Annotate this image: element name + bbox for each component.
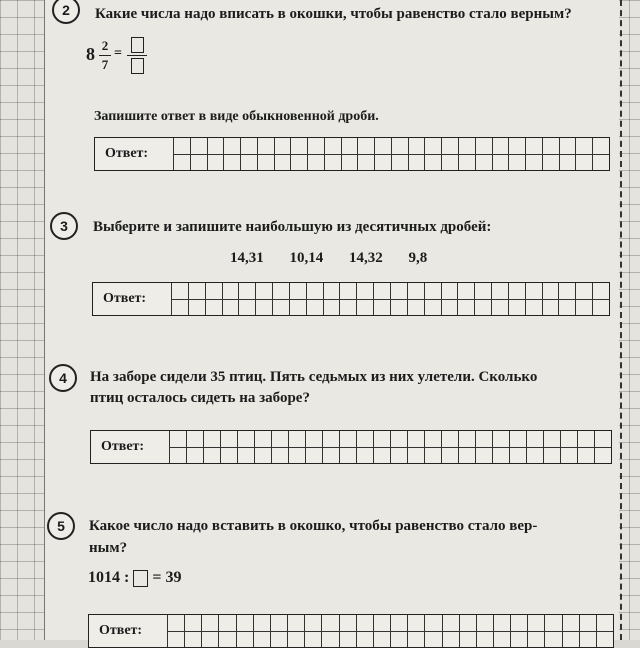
mixed-whole: 8 <box>86 44 95 64</box>
decimal-item: 14,32 <box>349 250 383 266</box>
question-4-line1: На заборе сидели 35 птиц. Пять седьмых из них улетели. Сколько <box>90 369 538 385</box>
decimal-item: 9,8 <box>408 250 428 266</box>
missing-number-box[interactable] <box>133 570 148 587</box>
answer-label: Ответ: <box>105 146 149 161</box>
numerator-box[interactable] <box>131 37 144 53</box>
equals-sign: = <box>114 46 122 61</box>
decimal-item: 14,31 <box>230 250 264 266</box>
question-4-line2: птиц осталось сидеть на заборе? <box>90 390 310 406</box>
denominator-box[interactable] <box>131 58 144 74</box>
worksheet-page <box>44 0 619 640</box>
question-number-2: 2 <box>52 0 80 24</box>
division-equation <box>88 569 181 587</box>
decimal-list <box>230 250 449 267</box>
answer-field-5[interactable] <box>88 614 614 648</box>
question-2-hint: Запишите ответ в виде обыкновенной дроби. <box>94 109 379 124</box>
fraction-numerator: 2 <box>101 38 109 53</box>
decimal-item: 10,14 <box>289 250 324 266</box>
question-3-text: Выберите и запишите наибольшую из десятичных дробей: <box>93 219 492 235</box>
question-number-3: 3 <box>50 212 78 240</box>
mixed-fraction <box>99 38 111 73</box>
cut-line <box>620 0 622 640</box>
question-5-line1: Какое число надо вставить в окошко, чтобы равенство стало вер- <box>89 518 538 534</box>
fraction-bar <box>99 55 111 56</box>
answer-label: Ответ: <box>99 623 143 638</box>
answer-fraction-boxes <box>127 37 147 74</box>
answer-field-2[interactable] <box>94 137 610 171</box>
question-5-line2: ным? <box>89 540 128 556</box>
answer-cells[interactable] <box>167 615 613 647</box>
answer-field-4[interactable] <box>90 430 612 464</box>
question-2-text: Какие числа надо вписать в окошки, чтобы равенство стало верным? <box>95 6 572 22</box>
answer-cells[interactable] <box>171 283 609 315</box>
answer-field-3[interactable] <box>92 282 610 316</box>
expr-left: 1014 : <box>88 569 130 586</box>
answer-cells[interactable] <box>173 138 609 170</box>
answer-fraction-bar <box>127 55 147 56</box>
question-number-5: 5 <box>47 512 75 540</box>
answer-cells[interactable] <box>169 431 611 463</box>
fraction-denominator: 7 <box>101 57 109 72</box>
expr-right: = 39 <box>152 569 182 586</box>
question-number-4: 4 <box>49 364 77 392</box>
answer-label: Ответ: <box>103 291 147 306</box>
answer-label: Ответ: <box>101 439 145 454</box>
